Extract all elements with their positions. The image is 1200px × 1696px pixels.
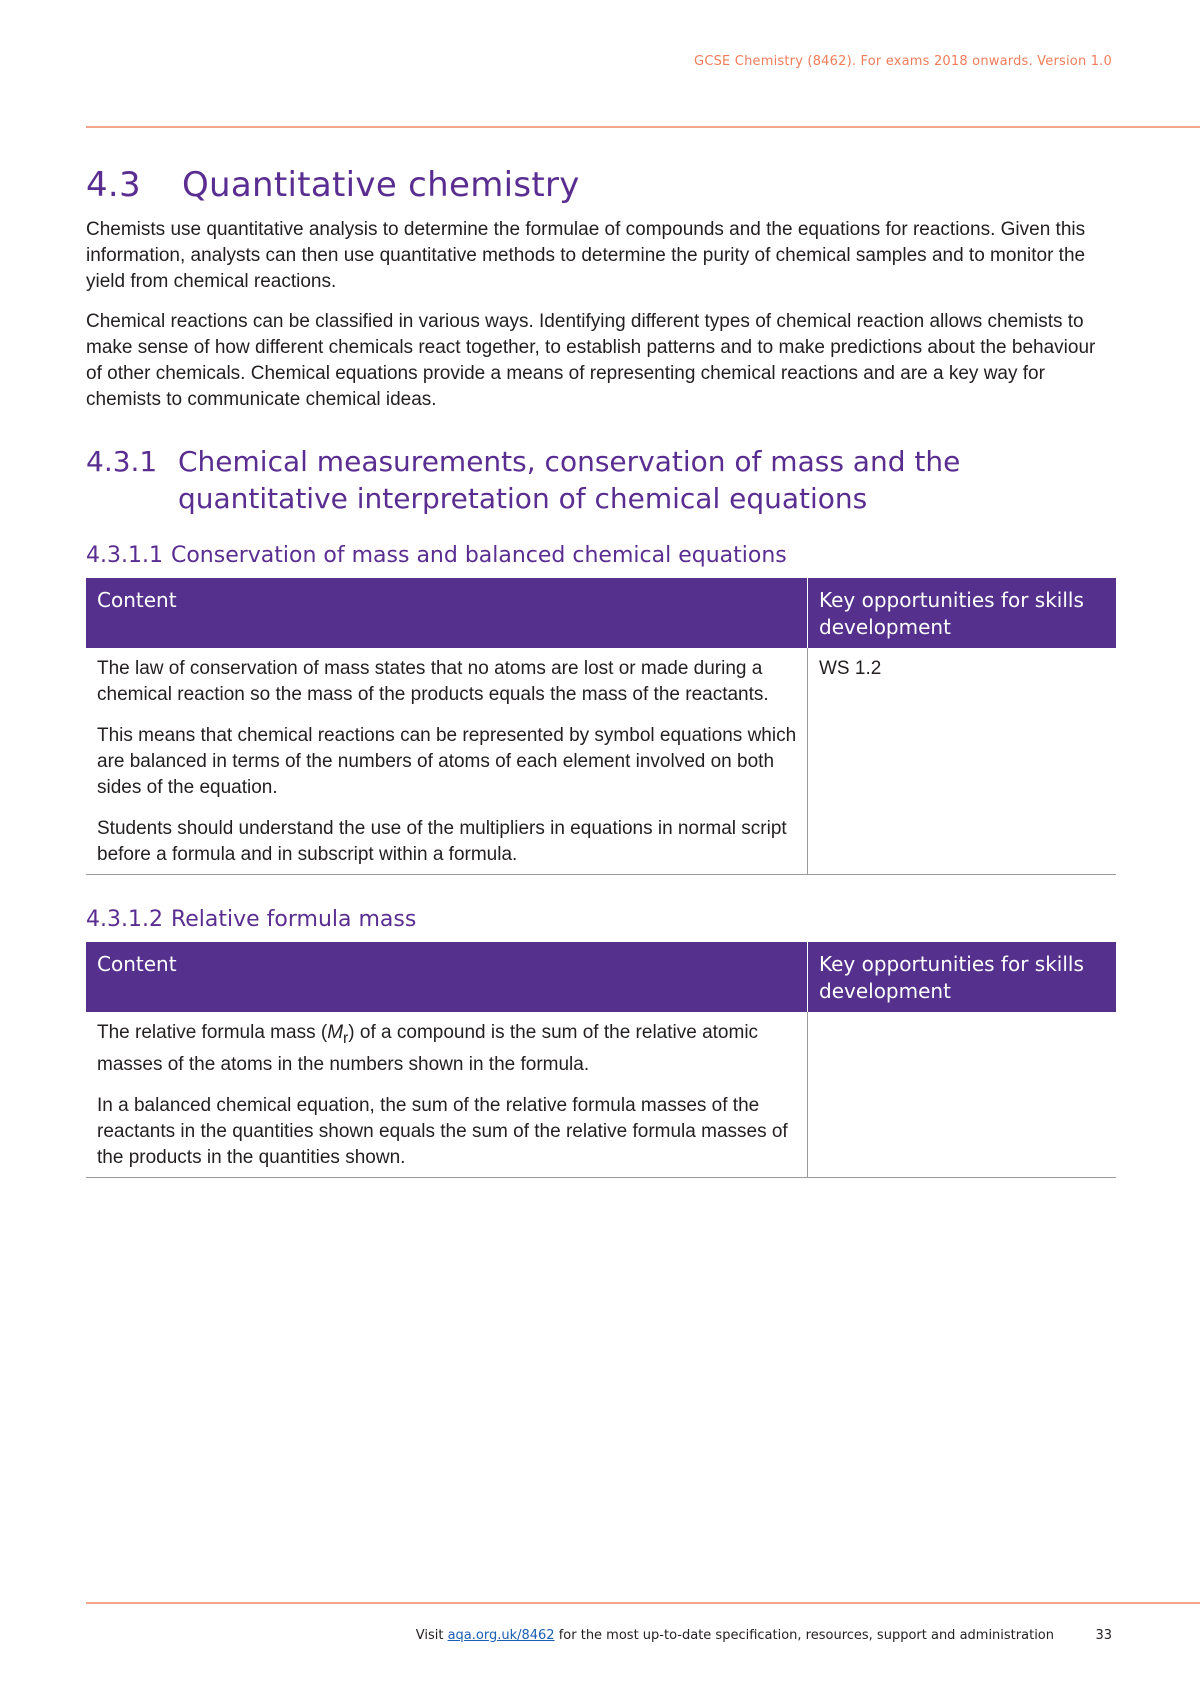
text-run: ) of a compound is the sum of the relative atomic masses of the atoms in the numbers shown in the formula. — [97, 1022, 759, 1075]
page-content — [86, 165, 1116, 1178]
header-rule — [86, 126, 1200, 128]
text-run: The relative formula mass ( — [97, 1022, 328, 1043]
subsection-heading — [86, 443, 1116, 517]
content-table — [86, 578, 1116, 875]
formula-symbol: M — [327, 1022, 344, 1043]
content-paragraph: The law of conservation of mass states that no atoms are lost or made during a chemical reaction so the mass of the products equals the mass of the reactants. — [97, 658, 769, 705]
topic-heading — [86, 543, 1116, 568]
intro-paragraph: Chemical reactions can be classified in various ways. Identifying different types of chemical reaction allows chemists to make sense of how different chemicals react together, to establish patterns and to make predictions about the behaviour of other chemicals. Chemical equations provide a means of representing chemical reactions and are a key way for chemists to communicate chemical ideas. — [86, 311, 1096, 410]
intro-paragraph: Chemists use quantitative analysis to determine the formulae of compounds and the equations for reactions. Given this information, analysts can then use quantitative methods to determine the purity of chemical samples and to monitor the yield from chemical reactions. — [86, 219, 1086, 292]
topic-heading — [86, 907, 1116, 932]
column-header-skills: Key opportunities for skills development — [808, 578, 1117, 648]
page-number: 33 — [1095, 1628, 1112, 1643]
topic-title: Relative formula mass — [170, 907, 417, 932]
topic-number: 4.3.1.1 — [86, 543, 163, 568]
table-row — [86, 648, 1116, 875]
footer-text — [416, 1628, 1054, 1643]
formula-subscript: r — [343, 1029, 349, 1047]
section-heading — [86, 165, 1116, 205]
content-cell — [86, 648, 808, 875]
topic-title: Conservation of mass and balanced chemical equations — [170, 543, 787, 568]
content-paragraph: In a balanced chemical equation, the sum of the relative formula masses of the reactants in the quantities shown equals the sum of the relative formula masses of the products in the quantities shown. — [97, 1094, 788, 1168]
content-paragraph — [97, 1020, 797, 1078]
column-header-skills: Key opportunities for skills development — [808, 942, 1117, 1012]
content-table — [86, 942, 1116, 1178]
content-paragraph: This means that chemical reactions can be represented by symbol equations which are balanced in terms of the numbers of atoms of each element involved on both sides of the equation. — [97, 725, 797, 798]
footer-visit: Visit — [415, 1628, 448, 1643]
content-paragraph: Students should understand the use of the multipliers in equations in normal script before a formula and in subscript within a formula. — [97, 818, 787, 865]
footer-rest: for the most up-to-date specification, resources, support and administration — [554, 1628, 1054, 1643]
subsection-number: 4.3.1 — [86, 445, 158, 478]
section-number: 4.3 — [86, 165, 141, 205]
content-cell — [86, 1012, 808, 1177]
subsection-title: Chemical measurements, conservation of mass and the quantitative interpretation of chemical equations — [178, 445, 961, 515]
running-header: GCSE Chemistry (8462). For exams 2018 onwards. Version 1.0 — [694, 54, 1112, 69]
table-row — [86, 1012, 1116, 1177]
topic-number: 4.3.1.2 — [86, 907, 163, 932]
column-header-content: Content — [86, 578, 808, 648]
footer-rule — [86, 1602, 1200, 1604]
column-header-content: Content — [86, 942, 808, 1012]
footer-link[interactable]: aqa.org.uk/8462 — [447, 1628, 555, 1643]
section-title: Quantitative chemistry — [182, 165, 580, 205]
skills-cell — [808, 1012, 1117, 1177]
skills-cell: WS 1.2 — [819, 658, 882, 679]
